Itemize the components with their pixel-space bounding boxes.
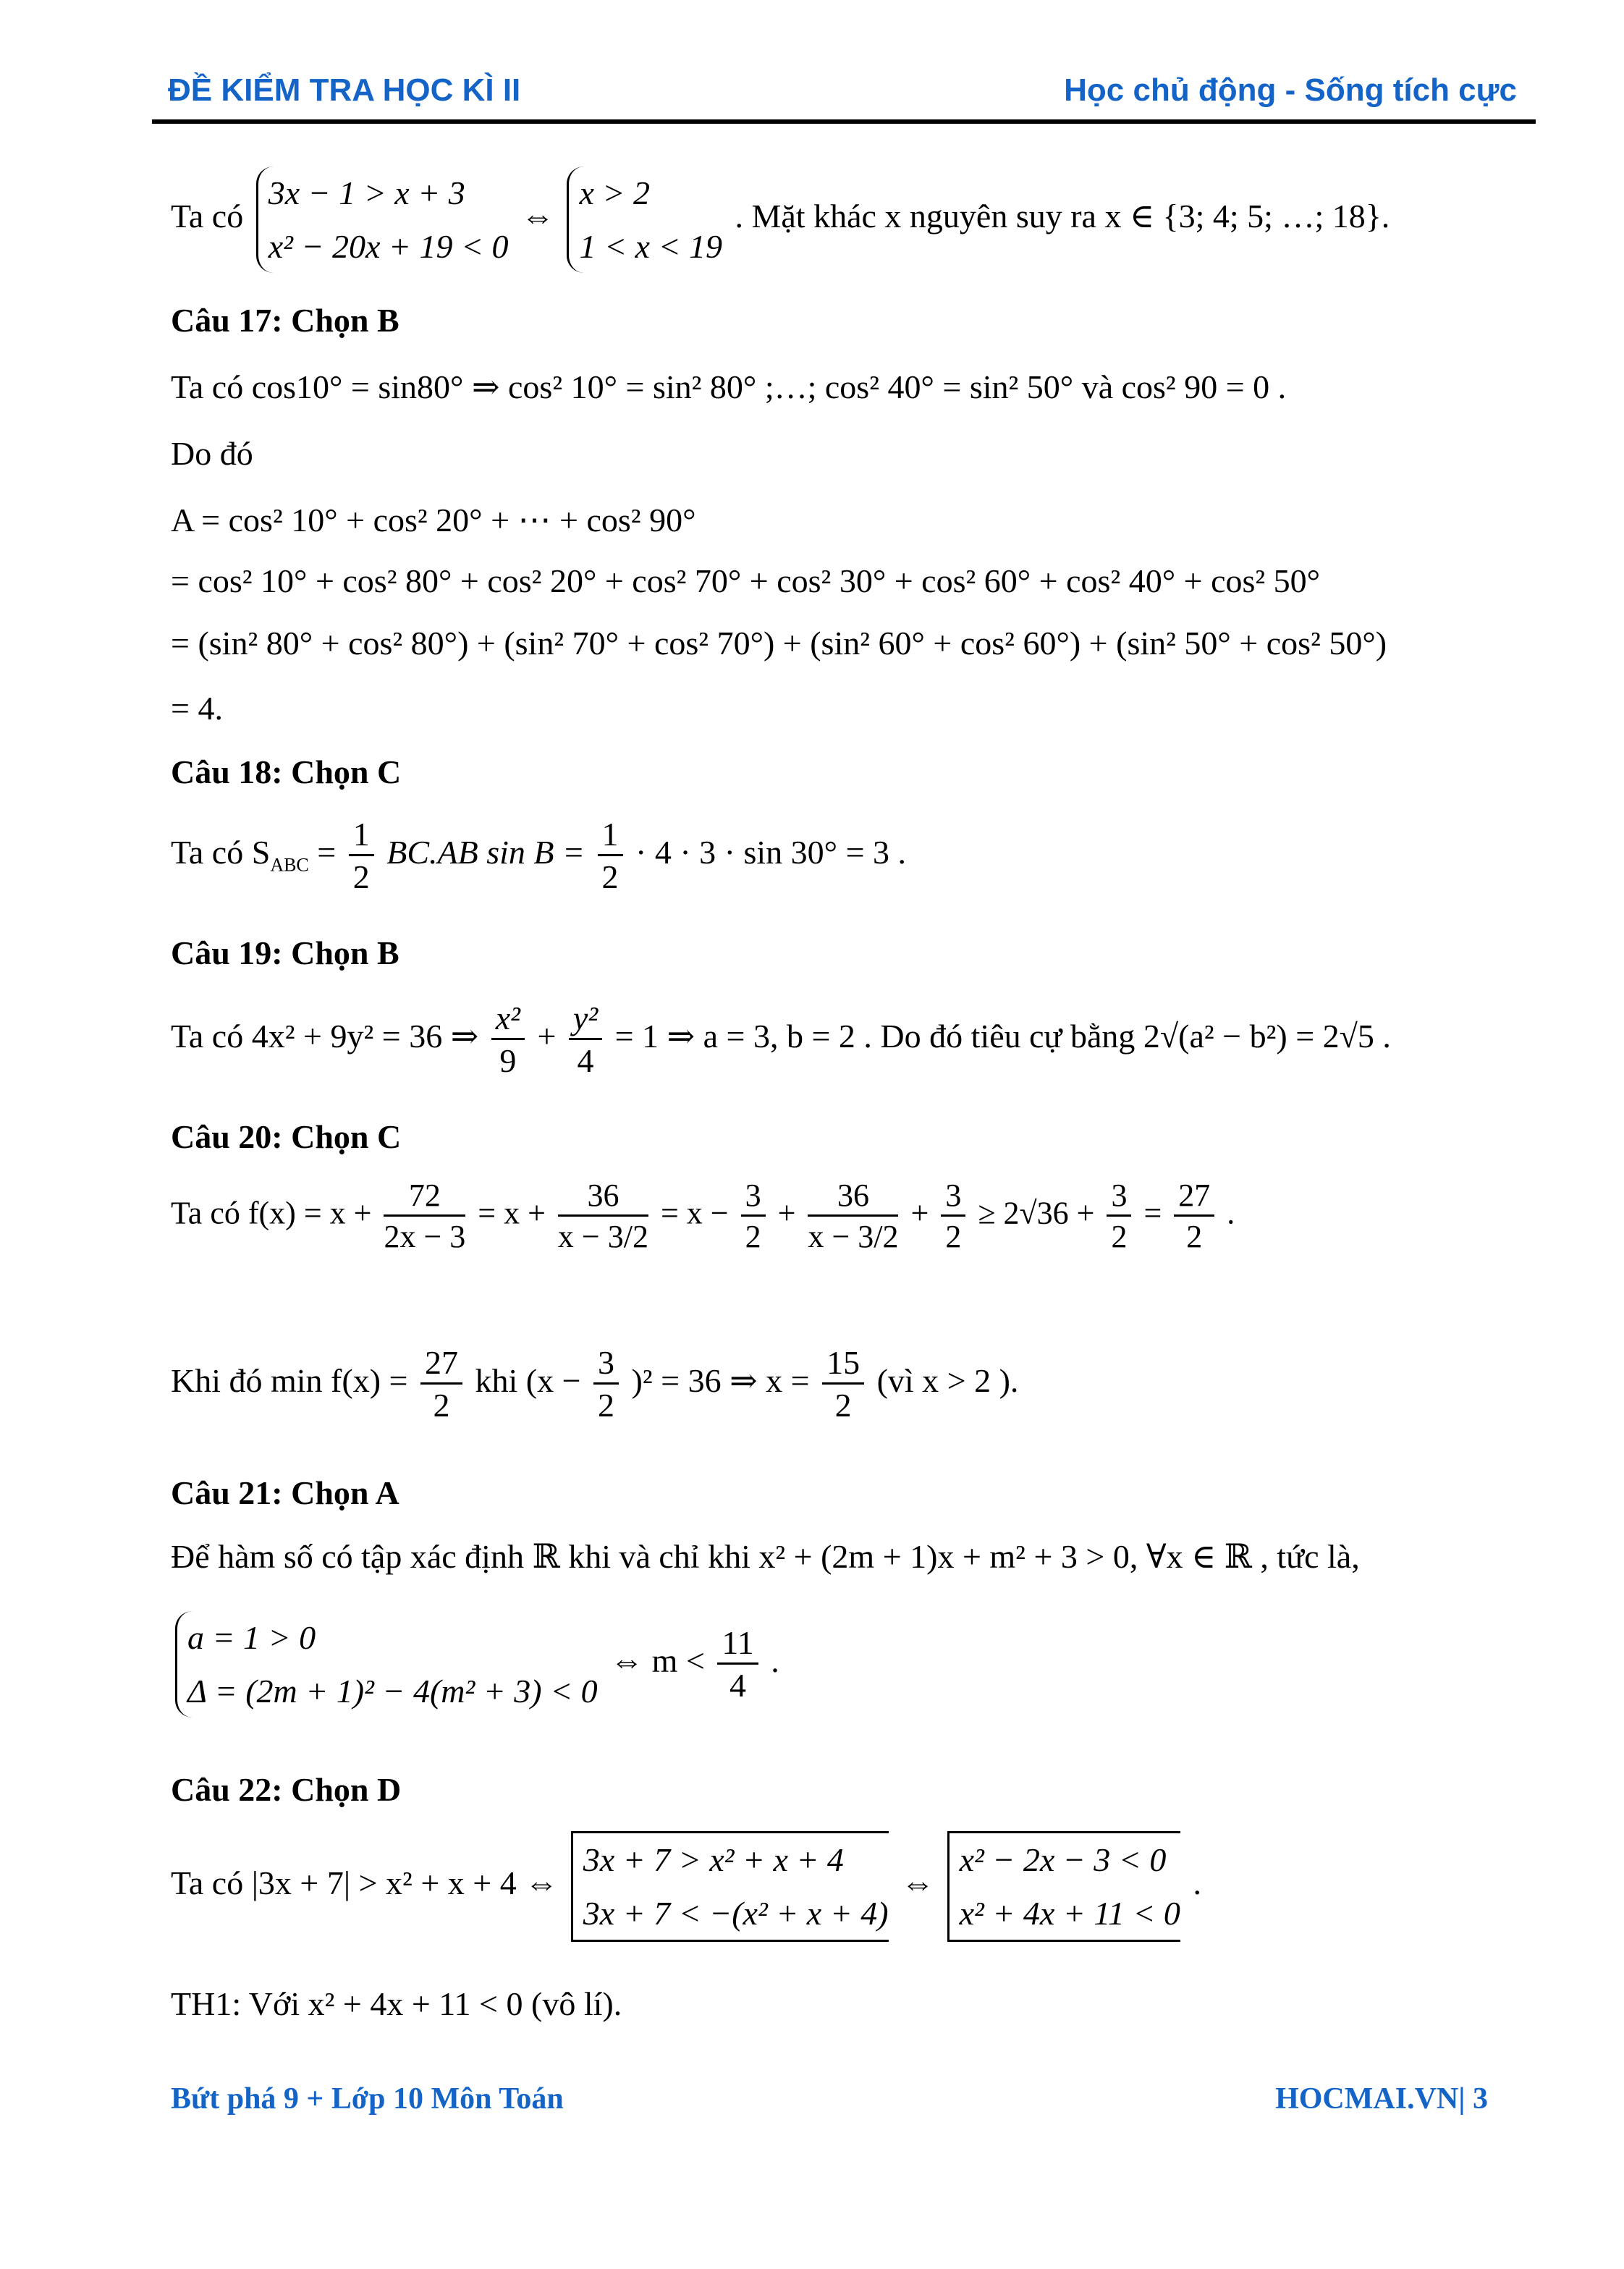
text: = x − <box>660 1195 729 1231</box>
numerator: 11 <box>717 1626 758 1665</box>
denominator: x − 3/2 <box>557 1219 648 1254</box>
system-row: x > 2 <box>579 174 650 211</box>
text: · 4 · 3 · sin 30° = 3 . <box>635 834 907 871</box>
subscript: ABC <box>270 854 309 876</box>
fraction <box>420 1346 462 1422</box>
numerator: 72 <box>384 1180 465 1217</box>
denominator: 2 <box>1111 1219 1128 1254</box>
numerator: y² <box>569 1002 602 1040</box>
text: + <box>537 1018 557 1055</box>
fraction <box>941 1180 965 1253</box>
text: ⇔ <box>901 1864 935 1902</box>
text: Khi đó min f(x) = <box>171 1362 408 1400</box>
numerator: 36 <box>558 1180 648 1217</box>
text: Ta có f(x) = x + <box>171 1195 372 1231</box>
text: khi (x − <box>475 1362 581 1400</box>
denominator: 2 <box>598 1387 615 1424</box>
numerator: 15 <box>822 1346 864 1385</box>
text: Ta có 4x² + 9y² = 36 ⇒ <box>171 1018 479 1055</box>
denominator: 2x − 3 <box>384 1219 466 1254</box>
denominator: 4 <box>577 1042 594 1079</box>
numerator: 36 <box>808 1180 898 1217</box>
q20-line-2 <box>171 1346 1018 1422</box>
denominator: 2 <box>352 858 370 895</box>
header-slogan: Học chủ động - Sống tích cực <box>1064 72 1517 108</box>
question-19-heading: Câu 19: Chọn B <box>171 934 399 971</box>
fraction <box>1174 1180 1214 1253</box>
text: = <box>1143 1195 1162 1231</box>
system-2 <box>567 166 722 273</box>
numerator: 3 <box>1107 1180 1131 1217</box>
intro-system-line: Ta có 3x − 1 > x + 3 x² − 20x + 19 < 0 ⇔ x > 2 1 < x < 19 . Mặt khác x nguyên suy ra x ∈ {3; 4; 5; …; 18}. <box>171 166 1390 273</box>
text: ≥ 2√36 + <box>978 1195 1095 1231</box>
text: . Mặt khác x nguyên suy ra x ∈ {3; 4; 5; …; 18}. <box>735 198 1390 235</box>
fraction <box>598 818 623 894</box>
fraction <box>384 1180 465 1253</box>
text: BC.AB sin B = <box>386 834 593 871</box>
footer-page: HOCMAI.VN| 3 <box>1275 2082 1488 2116</box>
q18-line <box>171 818 906 894</box>
numerator: 27 <box>420 1346 462 1385</box>
numerator: 1 <box>598 818 623 856</box>
header-title: ĐỀ KIỂM TRA HỌC KÌ II <box>168 72 521 108</box>
fraction <box>593 1346 619 1422</box>
fraction <box>741 1180 766 1253</box>
q17-line-3: A = cos² 10° + cos² 20° + ⋯ + cos² 90° <box>171 502 696 538</box>
numerator: 27 <box>1174 1180 1214 1217</box>
union-row: x² + 4x + 11 < 0 <box>959 1894 1180 1932</box>
numerator: 3 <box>941 1180 965 1217</box>
text: (vì x > 2 ). <box>876 1362 1019 1400</box>
fraction <box>491 1002 525 1078</box>
q21-line-1: Để hàm số có tập xác định ℝ khi và chỉ khi x² + (2m + 1)x + m² + 3 > 0, ∀x ∈ ℝ , tức là, <box>171 1538 1360 1575</box>
text: + <box>777 1195 796 1231</box>
header-divider <box>152 119 1536 124</box>
union-1 <box>571 1831 889 1942</box>
fraction <box>808 1180 898 1253</box>
system-row: 1 < x < 19 <box>579 227 722 265</box>
q17-line-6: = 4. <box>171 690 223 727</box>
numerator: 1 <box>349 818 374 856</box>
denominator: 2 <box>1186 1219 1203 1254</box>
system-row: Δ = (2m + 1)² − 4(m² + 3) < 0 <box>187 1672 598 1710</box>
fraction <box>349 818 374 894</box>
question-18-heading: Câu 18: Chọn C <box>171 753 402 790</box>
text: = <box>317 834 344 871</box>
question-22-heading: Câu 22: Chọn D <box>171 1771 402 1808</box>
system-3 <box>175 1611 598 1717</box>
q17-line-5: = (sin² 80° + cos² 80°) + (sin² 70° + cos² 70°) + (sin² 60° + cos² 60°) + (sin² 50° + cos² 50°) <box>171 625 1387 662</box>
system-1 <box>256 166 509 273</box>
numerator: 3 <box>741 1180 766 1217</box>
text: = x + <box>478 1195 546 1231</box>
text: Ta có <box>171 198 244 235</box>
question-21-heading: Câu 21: Chọn A <box>171 1474 399 1511</box>
system-row: 3x − 1 > x + 3 <box>268 174 465 211</box>
text: )² = 36 ⇒ x = <box>631 1362 810 1400</box>
union-row: 3x + 7 < −(x² + x + 4) <box>583 1894 889 1932</box>
footer-course: Bứt phá 9 + Lớp 10 Môn Toán <box>171 2082 564 2116</box>
fraction <box>569 1002 602 1078</box>
fraction <box>1107 1180 1131 1253</box>
union-row: x² − 2x − 3 < 0 <box>959 1841 1167 1878</box>
fraction <box>558 1180 648 1253</box>
denominator: 2 <box>945 1219 962 1254</box>
denominator: 2 <box>745 1219 761 1254</box>
numerator: 3 <box>593 1346 619 1385</box>
q20-line-1 <box>171 1180 1235 1253</box>
denominator: 4 <box>729 1667 747 1704</box>
text: . <box>771 1642 779 1680</box>
q22-line <box>171 1831 1201 1942</box>
text: . <box>1227 1195 1235 1231</box>
question-17-heading: Câu 17: Chọn B <box>171 302 399 339</box>
q17-line-1: Ta có cos10° = sin80° ⇒ cos² 10° = sin² 80° ;…; cos² 40° = sin² 50° và cos² 90 = 0 . <box>171 368 1287 405</box>
denominator: 2 <box>601 858 619 895</box>
denominator: 9 <box>499 1042 517 1079</box>
union-row: 3x + 7 > x² + x + 4 <box>583 1841 844 1878</box>
fraction <box>822 1346 864 1422</box>
question-20-heading: Câu 20: Chọn C <box>171 1118 402 1155</box>
union-2 <box>947 1831 1180 1942</box>
text: + <box>910 1195 929 1231</box>
text: = 1 ⇒ a = 3, b = 2 . Do đó tiêu cự bằng 2√(a² − b²) = 2√5 . <box>614 1018 1391 1055</box>
fraction <box>717 1626 758 1702</box>
denominator: x − 3/2 <box>808 1219 899 1254</box>
numerator: x² <box>491 1002 525 1040</box>
q21-line-2 <box>171 1611 779 1717</box>
text: Ta có |3x + 7| > x² + x + 4 ⇔ <box>171 1864 559 1902</box>
text: ⇔ m < <box>610 1642 705 1680</box>
denominator: 2 <box>433 1387 450 1424</box>
q22-case-1: TH1: Với x² + 4x + 11 < 0 (vô lí). <box>171 1985 622 2022</box>
system-row: a = 1 > 0 <box>187 1619 316 1656</box>
q17-line-2: Do đó <box>171 435 253 472</box>
text: Ta có S <box>171 834 271 871</box>
denominator: 2 <box>834 1387 852 1424</box>
text: . <box>1193 1864 1201 1902</box>
q19-line <box>171 1002 1391 1078</box>
system-row: x² − 20x + 19 < 0 <box>268 227 509 265</box>
q17-line-4: = cos² 10° + cos² 80° + cos² 20° + cos² 70° + cos² 30° + cos² 60° + cos² 40° + cos² 50° <box>171 562 1321 599</box>
